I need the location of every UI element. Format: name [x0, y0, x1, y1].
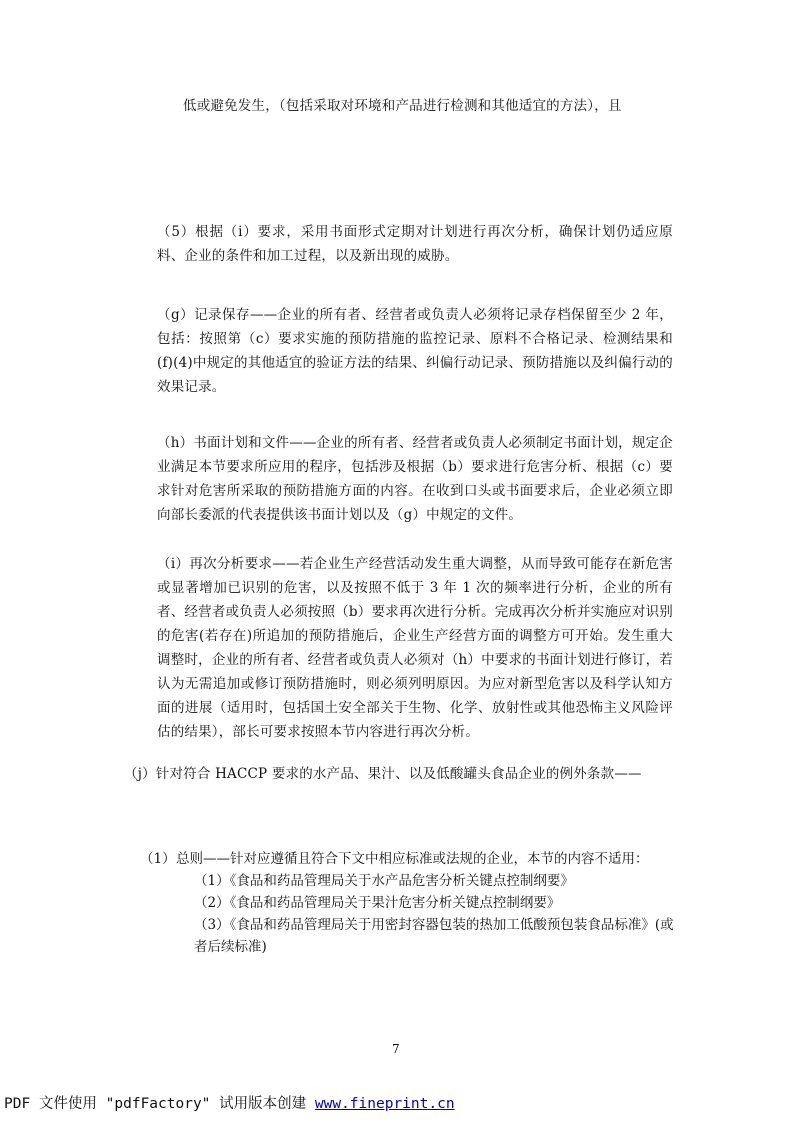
pdf-footer	[4, 1092, 455, 1113]
item-1-text: 总则——针对应遵循且符合下文中相应标准或法规的企业，本节的内容不适用：	[176, 851, 649, 867]
paragraph-i-reanalysis: （i）再次分析要求——若企业生产经营活动发生重大调整，从而导致可能存在新危害或显著增加已识别的危害，以及按照不低于 3 年 1 次的频率进行分析，企业的所有者、经营者或负责人必须按照（b）要求再次进行分析。完成再次分析并实施应对识别的危害(若存在)所追加的预防措施后，企业生产经营方面的调整方可开始。发生重大调整时，企业的所有者、经营者或负责人必须对（h）中要求的书面计划进行修订，若认为无需追加或修订预防措施时，则必须列明原因。为应对新型危害以及科学认知方面的进展（适用时，包括国土安全部关于生物、化学、放射性或其他恐怖主义风险评估的结果），部长可要求按照本节内容进行再次分析。	[157, 556, 673, 740]
list-item: （3）《食品和药品管理局关于用密封容器包装的热加工低酸预包装食品标准》(或者后续标准)	[194, 917, 674, 955]
list-item: （1）《食品和药品管理局关于水产品危害分析关键点控制纲要》	[194, 873, 574, 889]
continuation-line: 低或避免发生，（包括采取对环境和产品进行检测和其他适宜的方法），且	[183, 98, 622, 114]
footer-link[interactable]: www.fineprint.cn	[314, 1096, 455, 1112]
page-number: 7	[392, 1042, 400, 1056]
list-item: （2）《食品和药品管理局关于果汁危害分析关键点控制纲要》	[194, 895, 561, 911]
paragraph-5: （5）根据（i）要求，采用书面形式定期对计划进行再次分析，确保计划仍适应原料、企业的条件和加工过程，以及新出现的威胁。	[157, 224, 673, 264]
footer-text: PDF 文件使用 "pdfFactory" 试用版本创建	[4, 1096, 315, 1112]
paragraph-h-written-plan: （h）书面计划和文件——企业的所有者、经营者或负责人必须制定书面计划，规定企业满足本节要求所应用的程序，包括涉及根据（b）要求进行危害分析、根据（c）要求针对危害所采取的预防措施方面的内容。在收到口头或书面要求后，企业必须立即向部长委派的代表提供该书面计划以及（g）中规定的文件。	[157, 435, 673, 523]
section-j-heading: （j）针对符合 HACCP 要求的水产品、果汁、以及低酸罐头食品企业的例外条款——	[124, 766, 642, 782]
item-1-label: （1）	[140, 851, 176, 867]
paragraph-g-record-keeping: （g）记录保存——企业的所有者、经营者或负责人必须将记录存档保留至少 2 年，包括：按照第（c）要求实施的预防措施的监控记录、原料不合格记录、检测结果和(f)(4)中规定的其他适宜的验证方法的结果、纠偏行动记录、预防措施以及纠偏行动的效果记录。	[157, 307, 673, 395]
